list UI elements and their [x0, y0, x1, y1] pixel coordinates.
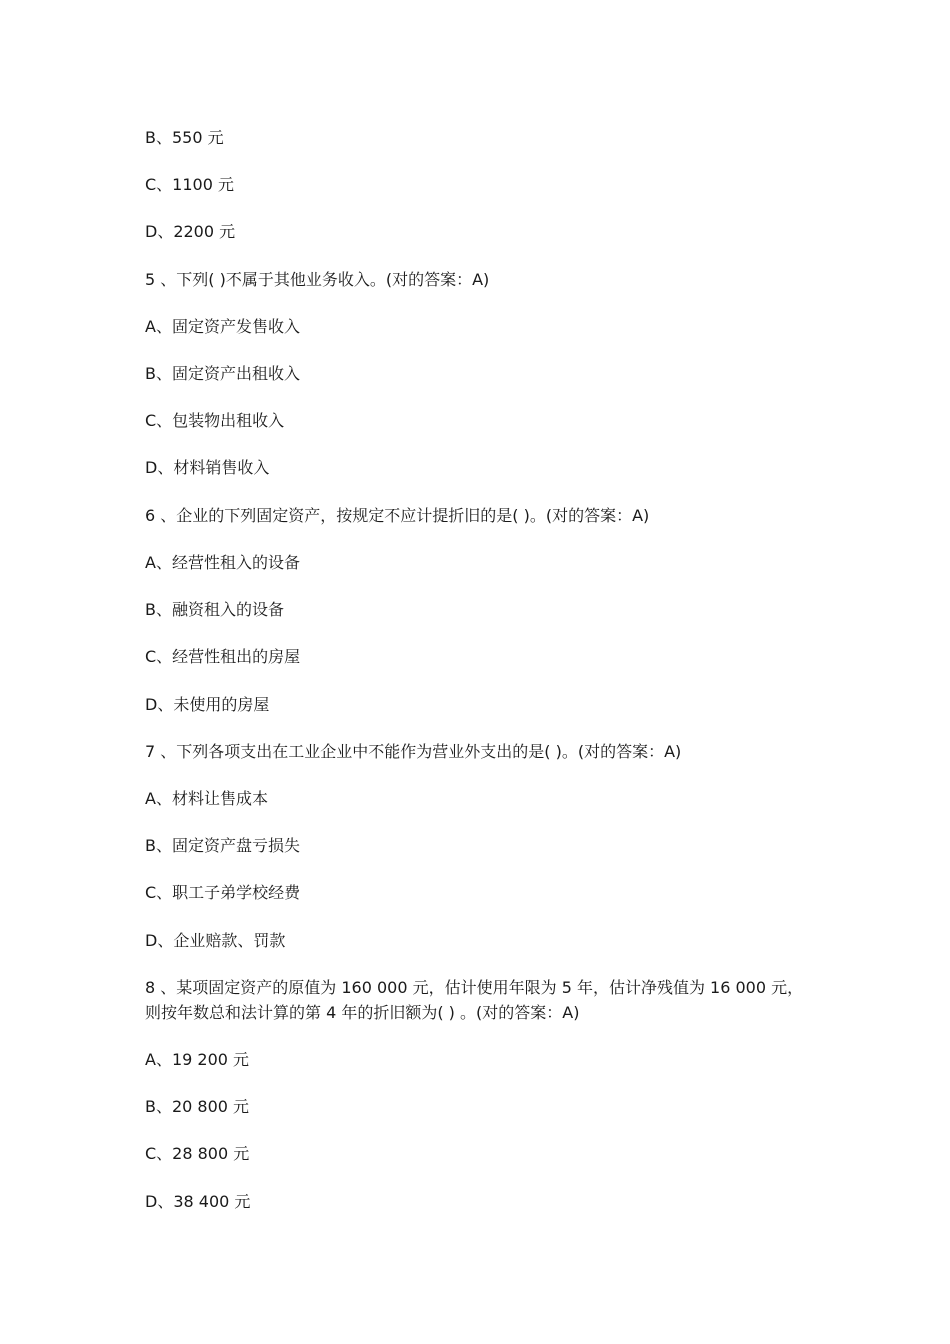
option-q6-a: A、经营性租入的设备	[145, 553, 300, 572]
option-q4-b: B、550 元	[145, 128, 224, 147]
option-q5-d: D、材料销售收入	[145, 458, 270, 477]
option-q5-c: C、包装物出租收入	[145, 411, 285, 430]
option-q6-c: C、经营性租出的房屋	[145, 647, 301, 666]
option-q7-c: C、职工子弟学校经费	[145, 883, 301, 902]
option-q6-b: B、融资租入的设备	[145, 600, 284, 619]
option-q6-d: D、未使用的房屋	[145, 695, 270, 714]
option-q8-a: A、19 200 元	[145, 1050, 250, 1069]
option-q7-a: A、材料让售成本	[145, 789, 268, 808]
question-7: 7 、下列各项支出在工业企业中不能作为营业外支出的是( )。(对的答案：A)	[145, 742, 682, 761]
option-q8-d: D、38 400 元	[145, 1192, 251, 1211]
question-6: 6 、企业的下列固定资产，按规定不应计提折旧的是( )。(对的答案：A)	[145, 506, 650, 525]
option-q8-b: B、20 800 元	[145, 1097, 250, 1116]
option-q8-c: C、28 800 元	[145, 1144, 250, 1163]
question-5: 5 、下列( )不属于其他业务收入。(对的答案：A)	[145, 270, 490, 289]
option-q4-d: D、2200 元	[145, 222, 236, 241]
option-q4-c: C、1100 元	[145, 175, 234, 194]
option-q5-a: A、固定资产发售收入	[145, 317, 300, 336]
option-q5-b: B、固定资产出租收入	[145, 364, 300, 383]
question-8-line-1: 8 、某项固定资产的原值为 160 000 元，估计使用年限为 5 年，估计净残值为 16 000 元，	[145, 978, 804, 997]
option-q7-b: B、固定资产盘亏损失	[145, 836, 300, 855]
option-q7-d: D、企业赔款、罚款	[145, 931, 286, 950]
question-8-line-2: 则按年数总和法计算的第 4 年的折旧额为( ) 。(对的答案：A)	[145, 1003, 580, 1022]
